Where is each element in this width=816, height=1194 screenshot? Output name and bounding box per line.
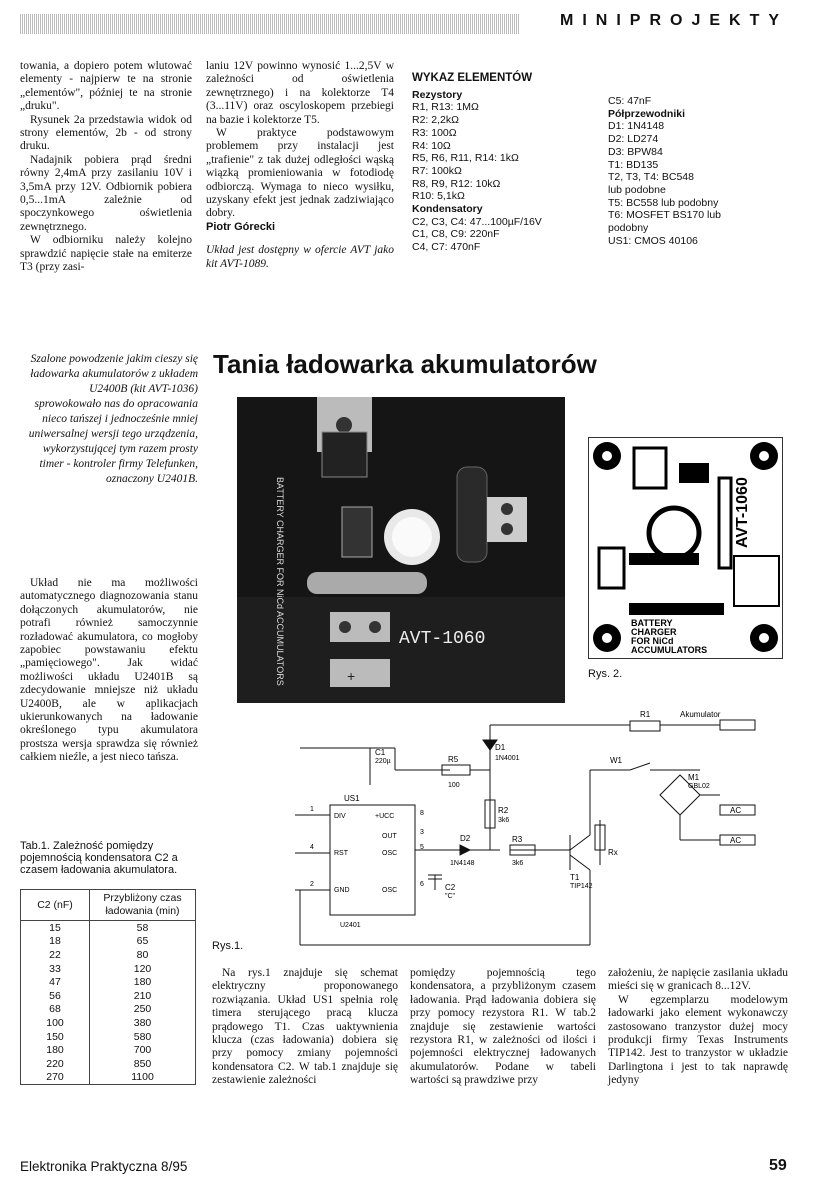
parts-list-item: US1: CMOS 40106: [608, 234, 698, 247]
paragraph: laniu 12V powinno wynosić 1...2,5V w zależności od oświetlenia zewnętrznego) i na kolektorze T4 (3...11V) oraz oscyloskopem przebiegi na bazie i kolektorze T5.: [206, 60, 394, 126]
sch-t1v: TIP142: [570, 883, 593, 890]
parts-list-item: C1, C8, C9: 220nF: [412, 228, 500, 241]
parts-list-item: R7: 100kΩ: [412, 164, 462, 177]
capacitance-table: [20, 889, 196, 1085]
cell-time: 120: [90, 962, 196, 976]
top-column-2: [206, 60, 394, 271]
cell-capacitance: 180: [21, 1043, 90, 1057]
left-body: [20, 577, 198, 765]
table-row: [21, 1030, 196, 1044]
sch-r2v: 3k6: [498, 817, 510, 824]
photo-label: AVT-1060: [399, 629, 486, 649]
sch-akumulator: Akumulator: [680, 710, 721, 719]
parts-list-item: R3: 100Ω: [412, 126, 457, 139]
cell-capacitance: 56: [21, 989, 90, 1003]
pcb-text-1: BATTERY: [631, 618, 673, 628]
table-row: [21, 1003, 196, 1017]
parts-list-item: D3: BPW84: [608, 145, 663, 158]
cell-time: 80: [90, 948, 196, 962]
sch-d1: D1: [495, 743, 506, 752]
paragraph: założeniu, że napięcie zasilania układu mieści się w granicach 8...12V.: [608, 967, 788, 993]
section-title: MINIPROJEKTY: [560, 12, 789, 29]
cell-capacitance: 68: [21, 1003, 90, 1017]
sch-r1: R1: [640, 710, 651, 719]
sch-r5v: 100: [448, 782, 460, 789]
cell-capacitance: 47: [21, 975, 90, 989]
article-title: Tania ładowarka akumulatorów: [213, 349, 597, 379]
sch-pin6: 6: [420, 881, 424, 888]
top-column-1: [20, 60, 192, 275]
parts-list-item: R2: 2,2kΩ: [412, 114, 459, 127]
sch-div: DIV: [334, 813, 346, 820]
parts-list-item: R1, R13: 1MΩ: [412, 101, 479, 114]
board-photo: [237, 397, 565, 703]
parts-list-left: [412, 72, 602, 254]
sch-d1v: 1N4001: [495, 755, 520, 762]
paragraph: W odbiorniku należy kolejno sprawdzić napięcie stałe na emiterze T3 (przy zasi-: [20, 234, 192, 274]
parts-list-item: D1: 1N4148: [608, 120, 665, 133]
sch-c1: C1: [375, 748, 386, 757]
table-row: [21, 975, 196, 989]
parts-list-item: C4, C7: 470nF: [412, 241, 481, 254]
table-row: [21, 948, 196, 962]
sch-rst: RST: [334, 850, 348, 857]
sch-d2: D2: [460, 834, 471, 843]
schematic-caption: Rys.1.: [212, 940, 244, 952]
parts-list-item: podobny: [608, 222, 649, 235]
sch-pin4: 4: [310, 844, 314, 851]
parts-group-heading: Kondensatory: [412, 203, 483, 216]
parts-list-item: D2: LD274: [608, 133, 659, 146]
sch-pin5: 5: [420, 844, 424, 851]
sch-osc1: OSC: [382, 850, 398, 857]
svg-text:+: +: [347, 668, 356, 684]
parts-group-heading: Rezystory: [412, 88, 463, 101]
sch-r3: R3: [512, 835, 523, 844]
pcb-text-4: ACCUMULATORS: [631, 645, 708, 655]
sch-c2v: "C": [445, 893, 456, 900]
table-caption: Tab.1. Zależność pomiędzy pojemnością kondensatora C2 a czasem ładowania akumulatora.: [20, 840, 178, 876]
sch-us1: US1: [344, 794, 360, 803]
cell-capacitance: 150: [21, 1030, 90, 1044]
bottom-column-3: [608, 967, 788, 1088]
cell-time: 1100: [90, 1071, 196, 1085]
paragraph: Nadajnik pobiera prąd średni równy 2,4mA przy zasilaniu 10V i 3,5mA przy 12V. Odbiornik pobiera 0,5...1mA zależnie od spoczynkowego oświetlenia zewnętrznego.: [20, 153, 192, 233]
sch-m1v: GBL02: [688, 783, 710, 790]
cell-time: 850: [90, 1057, 196, 1071]
sch-r3v: 3k6: [512, 860, 524, 867]
paragraph: Na rys.1 znajduje się schemat elektryczny proponowanego rozwiązania. Układ US1 spełnia rolę timera sterującego pracą klucza prądowego T1. Czas uaktywnienia klucza (czas ładowania) dobiera się przy pomocy zmiany pojemności kondensatora C2. W tab.1 znajduje się zestawienie zależności: [212, 967, 398, 1087]
cell-time: 580: [90, 1030, 196, 1044]
cell-capacitance: 22: [21, 948, 90, 962]
author: Piotr Górecki: [206, 220, 276, 233]
col-header-c2: C2 (nF): [21, 890, 90, 921]
cell-time: 250: [90, 1003, 196, 1017]
sch-w1: W1: [610, 756, 622, 765]
parts-group-heading: Półprzewodniki: [608, 107, 686, 120]
parts-list-item: T5: BC558 lub podobny: [608, 196, 719, 209]
sch-ac2: AC: [730, 836, 742, 845]
footer-publication: Elektronika Praktyczna 8/95: [20, 1159, 188, 1174]
page-number: 59: [769, 1157, 787, 1174]
paragraph: W egzemplarzu modelowym ładowarki jako element wykonawczy zastosowano tranzystor dużej mocy produkcji firmy Texas Instruments TIP142. Jest to tranzystor w układzie Darlingtona i jest to tak naprawdę jedyny: [608, 993, 788, 1087]
parts-list-item: lub podobne: [608, 183, 666, 196]
sch-rx: Rx: [608, 848, 618, 857]
cell-capacitance: 270: [21, 1071, 90, 1085]
paragraph: Rysunek 2a przedstawia widok od strony elementów, 2b - od strony druku.: [20, 113, 192, 153]
table-row: [21, 1016, 196, 1030]
parts-list-item: T2, T3, T4: BC548: [608, 171, 694, 184]
cell-capacitance: 100: [21, 1016, 90, 1030]
pcb-text-3: FOR NiCd: [631, 636, 674, 646]
article-intro: Szalone powodzenie jakim cieszy się ładowarka akumulatorów z układem U2400B (kit AVT-1036) sprowokowało nas do opracowania nieco tańszej i jednocześnie mniej uniwersalnej wersji tego urządzenia, wykorzystującej tym razem prosty timer - kontroler firmy Telefunken, oznaczony U2401B.: [28, 353, 198, 485]
sch-osc2: OSC: [382, 887, 398, 894]
col-header-time: Przybliżony czas ładowania (min): [90, 890, 196, 921]
parts-list-item: R8, R9, R12: 10kΩ: [412, 177, 501, 190]
table-row: [21, 1057, 196, 1071]
pcb-text-2: CHARGER: [631, 627, 677, 637]
cell-time: 180: [90, 975, 196, 989]
paragraph: towania, a dopiero potem wlutować elementy - najpierw te na stronie „elementów", później te na stronie „druku".: [20, 60, 192, 113]
sch-r5: R5: [448, 755, 459, 764]
header-rule: [20, 14, 520, 34]
table-row: [21, 935, 196, 949]
parts-list-item: C2, C3, C4: 47...100µF/16V: [412, 215, 542, 228]
parts-list-right: [608, 95, 783, 247]
sch-chip: U2401: [340, 922, 361, 929]
cell-capacitance: 33: [21, 962, 90, 976]
pcb-label: AVT-1060: [734, 477, 751, 548]
parts-list-item: R4: 10Ω: [412, 139, 451, 152]
cell-time: 700: [90, 1043, 196, 1057]
paragraph: pomiędzy pojemnością tego kondensatora, a przybliżonym czasem ładowania. Prąd ładowania dobiera się przy pomocy rezystora R1. W tab.2 znajduje się zestawienie wartości rezystora R1, w zależności od ilości i pojemności elektrycznej ładowanych akumulatorów. Podane w tabeli wartości są prawdziwe przy: [410, 967, 596, 1087]
table-row: [21, 962, 196, 976]
parts-list-item: T6: MOSFET BS170 lub: [608, 209, 722, 222]
sch-r2: R2: [498, 806, 509, 815]
sch-c2: C2: [445, 883, 456, 892]
sch-pin2: 2: [310, 881, 314, 888]
parts-list-item: C5: 47nF: [608, 95, 652, 107]
sch-pin8: 8: [420, 810, 424, 817]
paragraph: W praktyce podstawowym problemem przy instalacji jest „trafienie" z tak dużej odległości wąską wiązką promieniowania w fotodiodę odbiorczą. Wymaga to nieco wysiłku, uzyskany efekt jest jednak zadziwiająco dobry.: [206, 127, 394, 220]
sch-m1: M1: [688, 773, 700, 782]
bottom-column-2: [410, 967, 596, 1088]
table-row: [21, 921, 196, 935]
table-row: [21, 989, 196, 1003]
pcb-graphic: [589, 438, 782, 658]
cell-time: 65: [90, 935, 196, 949]
parts-list-item: T1: BD135: [608, 158, 659, 171]
cell-capacitance: 15: [21, 921, 90, 935]
pcb-caption: Rys. 2.: [588, 668, 623, 680]
parts-list-item: R10: 5,1kΩ: [412, 190, 465, 203]
schematic-diagram: [210, 705, 770, 950]
table-row: [21, 1071, 196, 1085]
sch-out: OUT: [382, 833, 397, 840]
cell-capacitance: 220: [21, 1057, 90, 1071]
parts-list-item: R5, R6, R11, R14: 1kΩ: [412, 152, 519, 165]
board-photo-graphic: [237, 397, 565, 703]
sch-pin1: 1: [310, 806, 314, 813]
paragraph: Układ nie ma możliwości automatycznego diagnozowania stanu dołączonych akumulatorów, nie potrafi również samoczynnie rozładować akumulatora, co mogłoby zapobiec powstawaniu efektu „pamięciowego". Jak widać możliwości układu U2401B są zdecydowanie mniejsze niż układu U2400B, ale w aplikacjach ukierunkowanych na ładowanie określonego typu akumulatora prostsza wersja sprawdza się również całkiem nieźle, a jest nieco tańsza.: [20, 577, 198, 764]
table-row: [21, 1043, 196, 1057]
sch-gnd: GND: [334, 887, 350, 894]
cell-capacitance: 18: [21, 935, 90, 949]
sch-ucc: +UCC: [375, 813, 395, 820]
cell-time: 58: [90, 921, 196, 935]
cell-time: 210: [90, 989, 196, 1003]
parts-list-heading: WYKAZ ELEMENTÓW: [412, 72, 533, 84]
cell-time: 380: [90, 1016, 196, 1030]
bottom-column-1: [212, 967, 398, 1088]
photo-board-text: BATTERY CHARGER FOR NiCd ACCUMULATORS: [275, 477, 285, 686]
sch-c1v: 220µ: [375, 758, 391, 765]
sch-t1: T1: [570, 873, 580, 882]
pcb-layout: [588, 437, 783, 659]
sch-d2v: 1N4148: [450, 860, 475, 867]
kit-note: Układ jest dostępny w ofercie AVT jako kit AVT-1089.: [206, 244, 394, 270]
sch-ac1: AC: [730, 806, 742, 815]
sch-pin3: 3: [420, 829, 424, 836]
